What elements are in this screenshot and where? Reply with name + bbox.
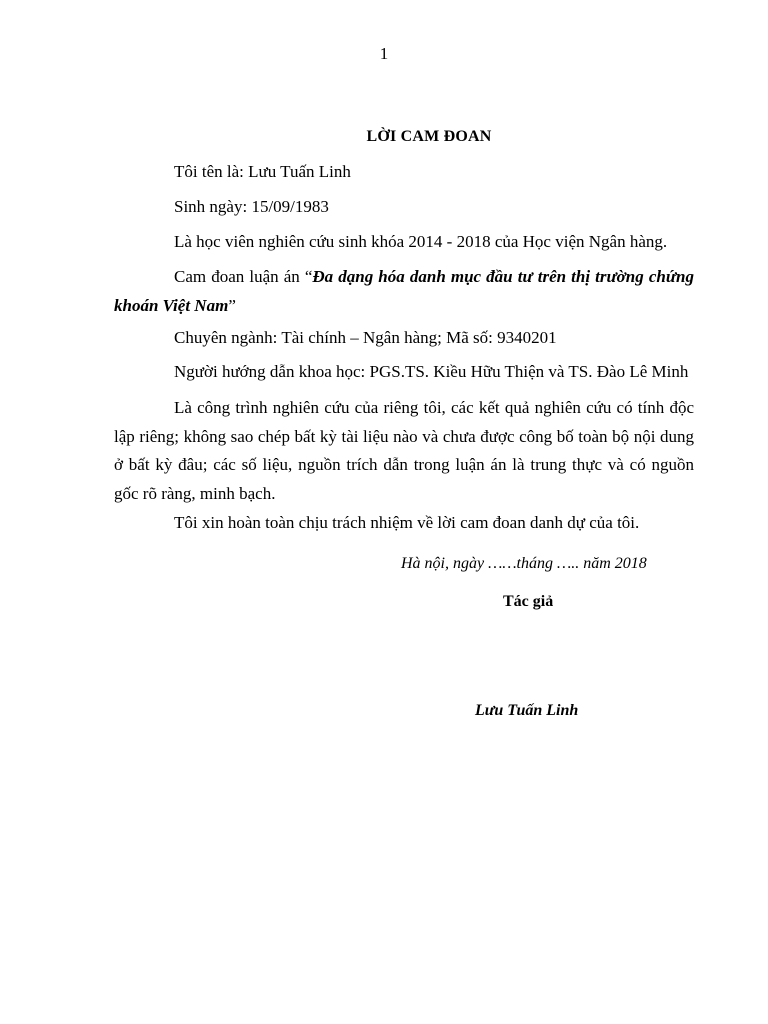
- page-number: 1: [379, 44, 389, 63]
- thesis-prefix: Cam đoan luận án “: [174, 267, 313, 286]
- major-line: Chuyên ngành: Tài chính – Ngân hàng; Mã số: 9340201: [174, 328, 557, 347]
- signature-date-line: Hà nội, ngày ……tháng ….. năm 2018: [401, 555, 647, 572]
- advisor-line: Người hướng dẫn khoa học: PGS.TS. Kiều Hữu Thiện và TS. Đào Lê Minh: [174, 362, 689, 381]
- author-label: Tác giả: [503, 593, 554, 610]
- responsibility-line: Tôi xin hoàn toàn chịu trách nhiệm về lời cam đoan danh dự của tôi.: [174, 513, 640, 532]
- student-line: Là học viên nghiên cứu sinh khóa 2014 - 2018 của Học viện Ngân hàng.: [174, 232, 668, 251]
- thesis-declaration-paragraph: [114, 263, 694, 320]
- birth-date-line: Sinh ngày: 15/09/1983: [174, 197, 329, 216]
- name-line: Tôi tên là: Lưu Tuấn Linh: [174, 162, 351, 181]
- author-name: Lưu Tuấn Linh: [475, 702, 579, 719]
- page-title: LỜI CAM ĐOAN: [366, 128, 492, 145]
- originality-paragraph: Là công trình nghiên cứu của riêng tôi, các kết quả nghiên cứu có tính độc lập riêng; không sao chép bất kỳ tài liệu nào và chưa được công bố toàn bộ nội dung ở bất kỳ đâu; các số liệu, nguồn trích dẫn trong luận án là trung thực và có nguồn gốc rõ ràng, minh bạch.: [114, 398, 694, 503]
- thesis-suffix: ”: [228, 295, 236, 315]
- thesis-title: Đa dạng hóa danh mục đầu tư trên thị trường chứng khoán Việt Nam: [114, 267, 694, 315]
